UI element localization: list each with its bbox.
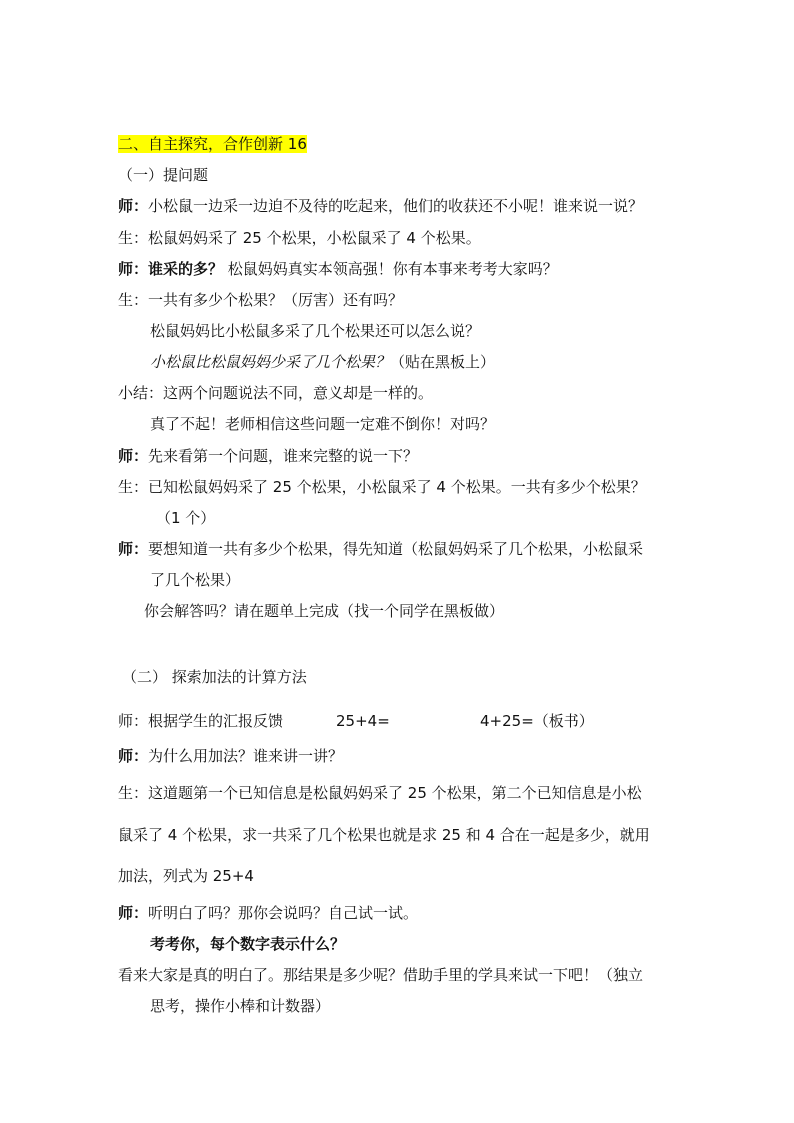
paragraph bbox=[118, 446, 684, 466]
paragraph: 真了不起！老师相信这些问题一定难不倒你！对吗？ bbox=[150, 415, 496, 433]
paragraph: （1 个） bbox=[156, 509, 216, 527]
paragraph bbox=[150, 352, 684, 372]
line-text: 为什么用加法？谁来讲一讲？ bbox=[148, 747, 344, 765]
paragraph: 生：这道题第一个已知信息是松鼠妈妈采了 25 个松果，第二个已知信息是小松 bbox=[118, 784, 642, 802]
paragraph: 了几个松果） bbox=[150, 571, 241, 589]
paragraph bbox=[118, 196, 684, 216]
section-heading bbox=[118, 134, 684, 154]
speaker-label: 师： bbox=[118, 904, 149, 922]
line-text: 松鼠妈妈真实本领高强！你有本事来考考大家吗？ bbox=[223, 260, 558, 278]
section-heading-text: 二、自主探究，合作创新 16 bbox=[118, 135, 307, 153]
part2-heading: （二） 探索加法的计算方法 bbox=[122, 668, 307, 686]
equation: 25+4= bbox=[336, 712, 390, 730]
speaker-label: 师： bbox=[118, 447, 149, 465]
paragraph: 思考，操作小棒和计数器） bbox=[150, 997, 331, 1015]
equation: 4+25=（板书） bbox=[480, 712, 594, 730]
line-text: 先来看第一个问题，谁来完整的说一下？ bbox=[148, 447, 419, 465]
italic-text: 小松鼠比松鼠妈妈少采了几个松果？ bbox=[150, 353, 391, 371]
paragraph: 鼠采了 4 个松果，求一共采了几个松果也就是求 25 和 4 合在一起是多少，就用 bbox=[118, 826, 650, 844]
paragraph: 生：已知松鼠妈妈采了 25 个松果，小松鼠采了 4 个松果。一共有多少个松果？ bbox=[118, 478, 646, 496]
paragraph: 生：松鼠妈妈采了 25 个松果，小松鼠采了 4 个松果。 bbox=[118, 229, 481, 247]
bold-prompt: 考考你，每个数字表示什么？ bbox=[150, 935, 346, 953]
paragraph: 你会解答吗？请在题单上完成（找一个同学在黑板做） bbox=[144, 602, 505, 620]
paragraph: 加法，列式为 25+4 bbox=[118, 867, 254, 885]
paragraph bbox=[118, 711, 684, 731]
paragraph: 生：一共有多少个松果？（厉害）还有吗？ bbox=[118, 291, 404, 309]
line-text: 要想知道一共有多少个松果，得先知道（松鼠妈妈采了几个松果，小松鼠采 bbox=[148, 540, 644, 558]
part1-heading: （一）提问题 bbox=[118, 166, 209, 184]
speaker-label: 师： bbox=[118, 540, 149, 558]
summary-line: 小结：这两个问题说法不同，意义却是一样的。 bbox=[118, 384, 434, 402]
speaker-label: 师： bbox=[118, 747, 149, 765]
speaker-label: 师： bbox=[118, 197, 149, 215]
line-text: （贴在黑板上） bbox=[390, 353, 496, 371]
line-text: 师：根据学生的汇报反馈 bbox=[118, 712, 284, 730]
bold-text: 师：谁采的多？ bbox=[118, 260, 224, 278]
line-text: 听明白了吗？那你会说吗？自己试一试。 bbox=[148, 904, 419, 922]
paragraph bbox=[118, 746, 684, 766]
paragraph: 看来大家是真的明白了。那结果是多少呢？借助手里的学具来试一下吧！（独立 bbox=[118, 966, 644, 984]
paragraph bbox=[118, 259, 684, 279]
line-text: 小松鼠一边采一边迫不及待的吃起来，他们的收获还不小呢！谁来说一说？ bbox=[148, 197, 644, 215]
paragraph: 松鼠妈妈比小松鼠多采了几个松果还可以怎么说？ bbox=[150, 322, 481, 340]
paragraph bbox=[118, 539, 684, 559]
paragraph bbox=[118, 903, 684, 923]
